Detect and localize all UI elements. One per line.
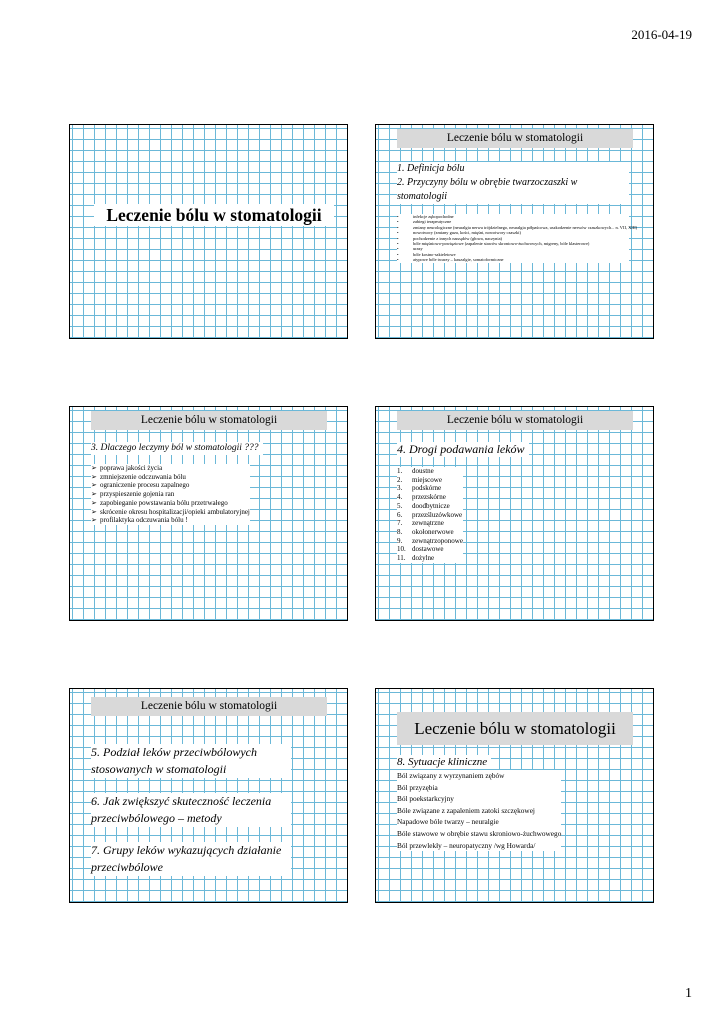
slide-title: Leczenie bólu w stomatologii [94, 204, 334, 226]
page-date: 2016-04-19 [631, 27, 692, 42]
list-item: • zmiany neurologiczne (neuralgia nerwu trójdzielnego, neuralgia półpaścowa, uszkodzenie nerwów czaszkowych... n. VII, XIII) [397, 224, 638, 230]
slide-3 [69, 406, 348, 621]
slide-4 [375, 406, 654, 621]
slide-point: 5. Podział leków przeciwbólowych stosowanych w stomatologii [91, 744, 291, 778]
list-item: ➢ profilaktyka odczuwania bólu ! [91, 516, 188, 525]
list-item: 8. okołonerwowe [397, 527, 454, 536]
slide-1 [69, 124, 348, 339]
list-item: ➢ przyspieszenie gojenia ran [91, 490, 175, 499]
slide-subtitle: 8. Sytuacje kliniczne [397, 755, 491, 769]
list-item: • bóle kostno-szkieletowe [397, 251, 456, 257]
list-item: 11. dożylne [397, 554, 435, 563]
slide-subtitle: 3. Dlaczego leczymy ból w stomatologii ??? [91, 442, 263, 455]
slide-point: 6. Jak zwiększyć skuteczność leczenia przeciwbólowego – metody [91, 793, 291, 827]
slide-header: Leczenie bólu w stomatologii [91, 697, 327, 716]
list-item: Bóle stawowe w obrębie stawu skroniowo-żuchwowego [397, 828, 562, 838]
list-item: 9. zewnątrzoponowe [397, 536, 463, 545]
slide-bullets [397, 214, 638, 263]
list-item: Napadowe bóle twarzy – neuralgie [397, 817, 499, 827]
list-item: Ból poekstarkcyjny [397, 794, 454, 804]
list-item: • pochodzenie z innych narządów (głowa, naczynia) [397, 235, 502, 241]
list-item: • infekcje zębopochodne [397, 214, 454, 219]
slide-bullets [91, 464, 250, 525]
slide-line: 1. Definicja bólu [397, 163, 465, 174]
list-item: • urazy [397, 246, 423, 252]
list-item: Ból przyzębia [397, 782, 438, 792]
list-item: 3. podskórne [397, 484, 442, 493]
list-item: Ból przewlekły – neuropatyczny /wg Howarda/ [397, 840, 536, 850]
list-item: • nowotwory (zmiany guza, kości, mięśni, nowotwory czaszki) [397, 230, 521, 236]
list-item: ➢ ograniczenie procesu zapalnego [91, 481, 190, 490]
list-item: 6. przezśluzówkowe [397, 510, 463, 519]
list-item: 7. zewnątrzne [397, 519, 444, 528]
slide-point: 7. Grupy leków wykazujących działanie przeciwbólowe [91, 842, 291, 876]
slide-5 [69, 688, 348, 903]
page-number: 1 [685, 986, 692, 1001]
list-item: • bóle mięśniowo-powięziowe (zapalenie stawów skroniowo-żuchwowych, migreny, bóle klasterowe) [397, 241, 590, 247]
slide-lines [397, 770, 561, 851]
list-item: • atypowe bóle twarzy – kauzalgie, somatoformiczne [397, 257, 504, 263]
list-item: ➢ zmniejszenie odczuwania bólu [91, 472, 186, 481]
slide-subtitle: 4. Drogi podawania leków [397, 442, 529, 457]
list-item: ➢ poprawa jakości życia [91, 464, 163, 472]
slide-header: Leczenie bólu w stomatologii [397, 712, 633, 745]
slide-numbered-list [397, 467, 463, 563]
slide-6 [375, 688, 654, 903]
list-item: Ból związany z wyrzynaniem zębów [397, 771, 505, 780]
slide-header: Leczenie bólu w stomatologii [397, 411, 633, 430]
list-item: • zabiegi terapeutyczne [397, 219, 452, 225]
list-item: 1. doustne [397, 467, 434, 475]
list-item: 5. doodbytnicze [397, 501, 450, 510]
slide-header: Leczenie bólu w stomatologii [397, 129, 633, 148]
list-item: 4. przezskórne [397, 493, 446, 502]
slide-2 [375, 124, 654, 339]
list-item: 2. miejscowe [397, 475, 442, 484]
slide-header: Leczenie bólu w stomatologii [91, 411, 327, 430]
list-item: ➢ zapobieganie powstawania bólu przetrwałego [91, 498, 228, 507]
list-item: 10. dostawowe [397, 545, 444, 554]
list-item: ➢ skrócenie okresu hospitalizacji/opieki ambulatoryjnej [91, 507, 250, 516]
slide-points [91, 744, 291, 876]
slide-points [397, 162, 629, 204]
list-item: Bóle związane z zapaleniem zatoki szczękowej [397, 805, 535, 815]
slide-line: 2. Przyczyny bólu w obrębie twarzoczaszki w stomatologii [397, 177, 578, 202]
